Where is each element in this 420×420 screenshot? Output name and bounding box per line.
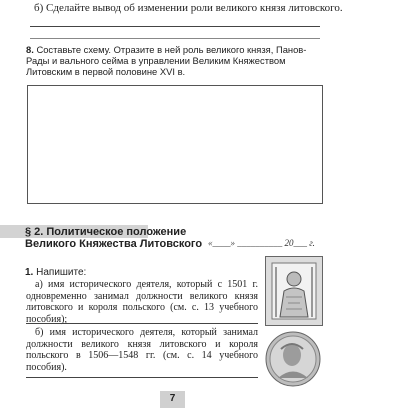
task-1-number: 1. [25, 267, 34, 278]
answer-line-a[interactable] [26, 323, 258, 324]
answer-line [30, 38, 320, 39]
portrait-engraving-icon [266, 257, 322, 325]
portrait-engraving-image [265, 256, 323, 326]
medal-portrait-icon [265, 331, 321, 387]
task-8-text: Составьте схему. Отразите в ней роль великого князя, Панов-Рады и вального сейма в управлении Великим Княжеством Литовским в первой половине XVI в. [26, 44, 307, 77]
task-8 [26, 44, 326, 77]
schema-answer-box[interactable] [27, 85, 323, 204]
date-field[interactable]: «____» __________ 20___ г. [208, 238, 315, 248]
answer-line-b[interactable] [26, 377, 258, 378]
medal-image [265, 331, 321, 387]
section-title: § 2. Политическое положение Великого Княжества Литовского [25, 226, 203, 250]
task-1-label: Напишите: [36, 267, 87, 278]
task-1-item-a: а) имя исторического деятеля, который с 1501 г. одновременно занимал должности великого князя литовского и короля польского (см. с. 13 учебного пособия); [26, 279, 258, 325]
page-number: 7 [169, 393, 176, 404]
task-b-instruction: б) Сделайте вывод об изменении роли великого князя литовского. [34, 2, 343, 14]
task-8-number: 8. [26, 44, 34, 55]
task-1-heading [25, 267, 86, 278]
answer-line [30, 26, 320, 27]
task-1-item-b: б) имя исторического деятеля, который занимал должности великого князя литовского и короля польского в 1506—1548 гг. (см. с. 14 учебного пособия). [26, 327, 258, 373]
